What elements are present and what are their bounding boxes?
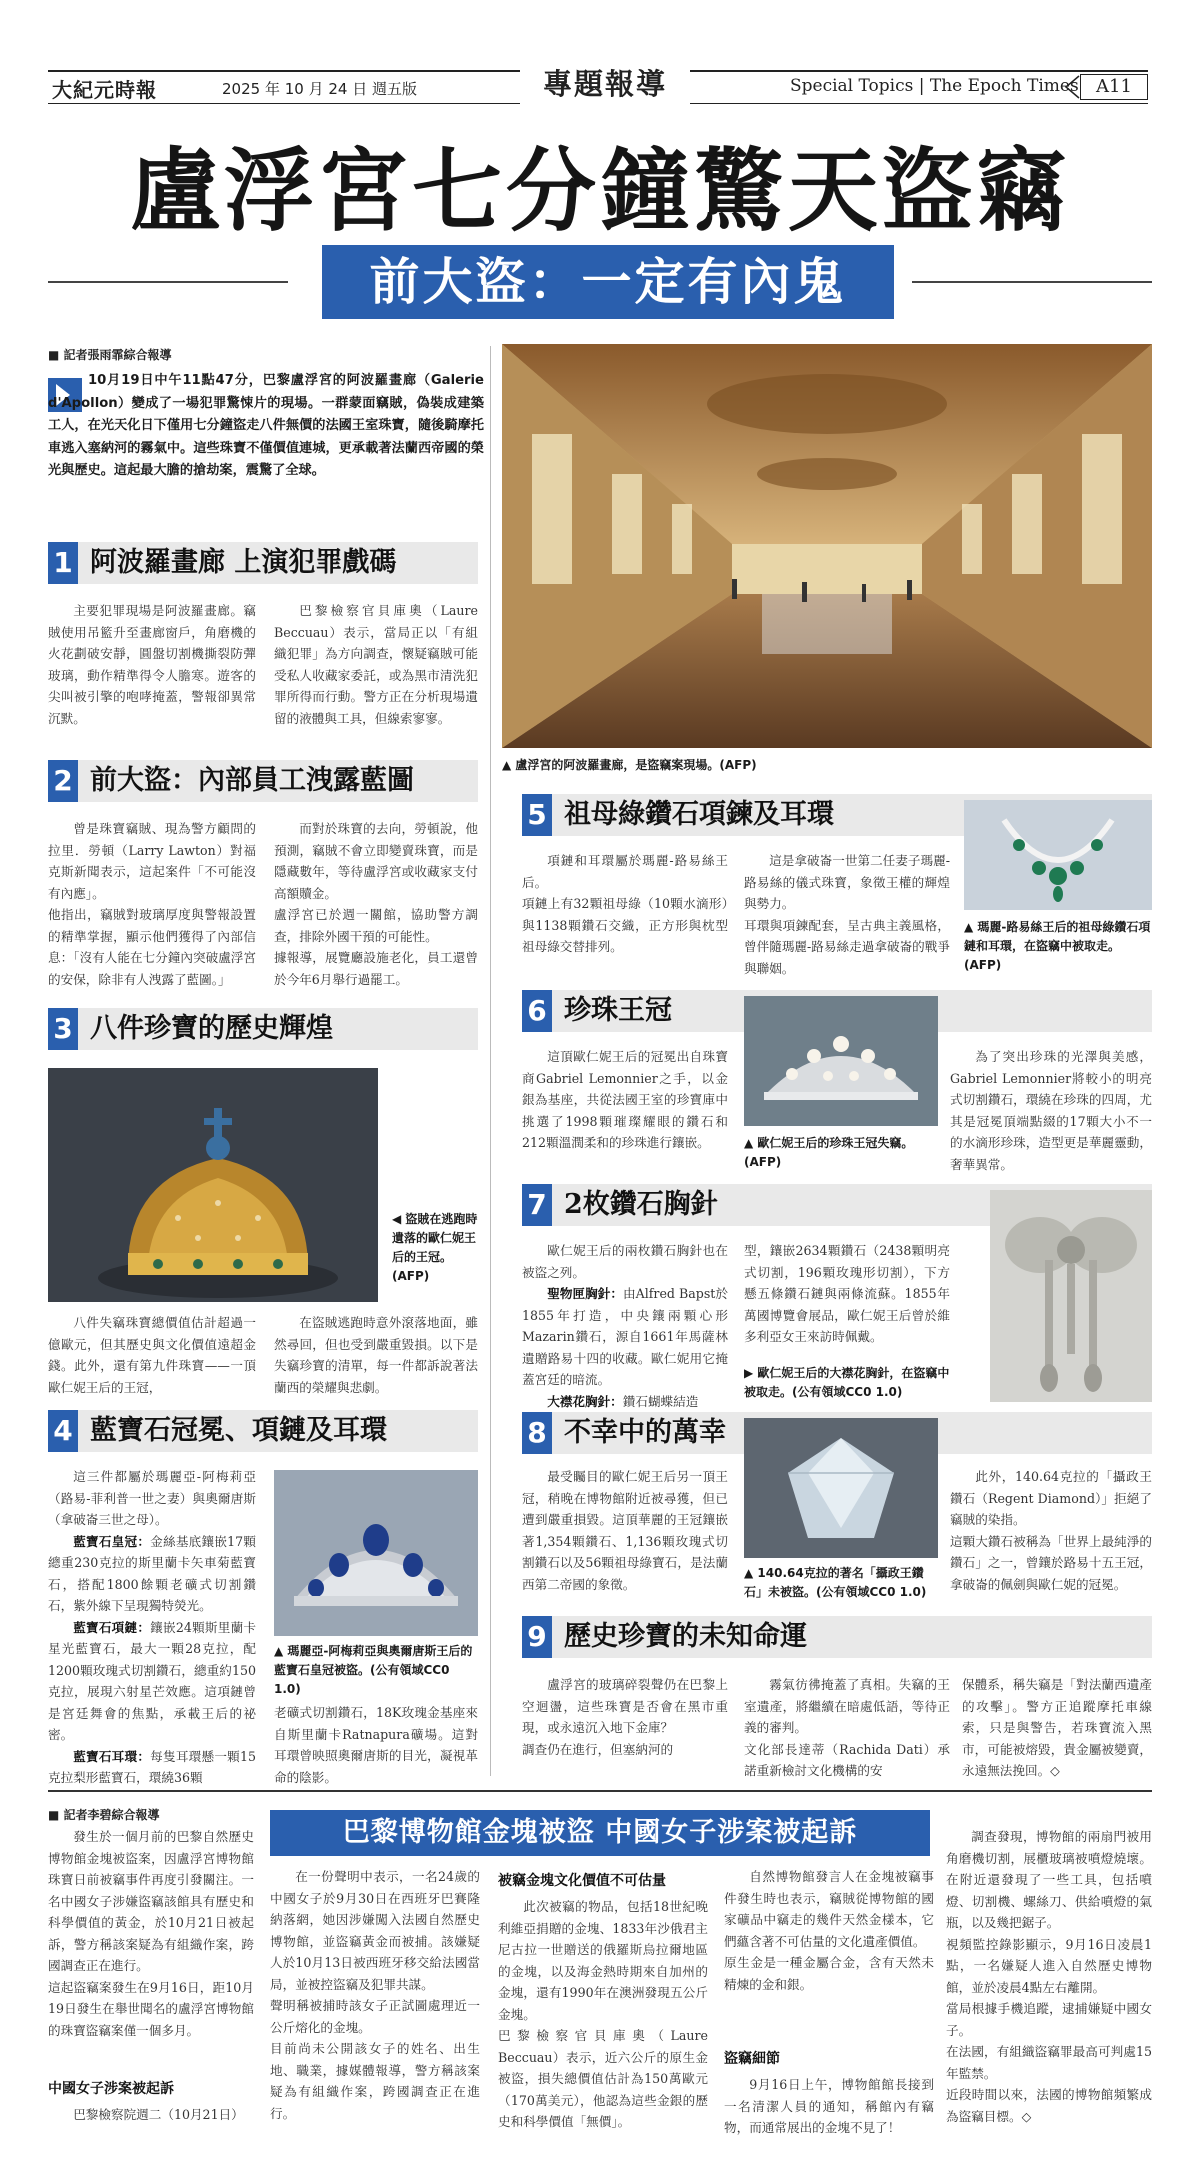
section-4-intro: 這三件都屬於瑪麗亞-阿梅莉亞（路易-菲利普一世之妻）與奧爾唐斯（拿破崙三世之母）。 [48,1469,256,1527]
section-title: 歷史珍寶的未知命運 [564,1621,807,1652]
section-2-header [48,760,478,802]
bottom-col5: 調查發現，博物館的兩扇門被用角磨機切割，展櫃玻璃被噴燈燒壞。在附近還發現了一些工具，包括噴燈、切割機、螺絲刀、供給噴燈的氣瓶，以及幾把鋸子。 視頻監控錄影顯示，9月16日凌晨1點，一名嫌疑人進入自然歷史博物館，並於凌晨4點左右離開。 當局根據手機追蹤，逮捕嫌疑中國女子。 在法國，有組織盜竊罪最高可判處15年監禁。 近段時間以來，法國的博物館頻繁成為盜竊目標。◇ [946,1829,1152,2124]
label: 藍寶石耳環： [73,1748,151,1764]
section-1-col1: 主要犯罪現場是阿波羅畫廊。竊賊使用吊籃升至畫廊窗戶，角磨機的火花劃破安靜，圓盤切割機撕裂防彈玻璃，動作精準得令人膽寒。遊客的尖叫被引擎的咆哮掩蓋，警報卻異常沉默。 [48,603,256,726]
section-number: 3 [48,1008,78,1050]
section-title: 八件珍寶的歷史輝煌 [90,1013,333,1044]
section-5-col2: 這是拿破崙一世第二任妻子瑪麗-路易絲的儀式珠寶，象徵王權的輝煌與勢力。 耳環與項鍊配套，呈古典主義風格，曾伴隨瑪麗-路易絲走過拿破崙的戰爭與聯姻。 [744,853,950,976]
bottom-col3: 此次被竊的物品，包括18世紀晚利維亞捐贈的金塊、1833年沙俄君主尼古拉一世贈送的俄羅斯烏拉爾地區的金塊，以及海金熱時期來自加州的金塊，還有1990年在澳洲發現五公斤金塊。 巴黎檢察官貝庫奧（Laure Beccuau）表示，近六公斤的原生金被盜，損失總價值估計為150萬歐元（170萬美元），他認為這些金銀的歷史和科學價值「無價」。 [498,1899,708,2129]
label: 藍寶石項鏈： [73,1619,151,1635]
label: 聖物匣胸針： [547,1286,624,1301]
section-english: Special Topics | The Epoch Times [790,76,1079,96]
section-6-col2: 為了突出珍珠的光澤與美感，Gabriel Lemonnier將較小的明亮式切割鑽石，環繞在珍珠的四周，尤其是冠冕頂端點綴的17顆大小不一的水滴形珍珠，造型更是華麗靈動，奢華異常。 [950,1049,1152,1172]
section-title: 祖母綠鑽石項鍊及耳環 [564,799,834,830]
section-7-col2: 型，鑲嵌2634顆鑽石（2438顆明亮式切割，196顆玫瑰形切割），下方懸五條鑽石鏈與兩條流蘇。1855年萬國博覽會展品，歐仁妮王后曾於維多利亞女王來訪時佩戴。 [744,1243,950,1344]
bottom-subhead: 中國女子涉案被起訴 [48,2081,174,2097]
byline: ■ 記者李碧綜合報導 [48,1808,160,1822]
section-3-col2: 在盜賊逃跑時意外滾落地面，雖然尋回，但也受到嚴重毀損。以下是失竊珍寶的清單，每一件都訴說著法蘭西的榮耀與悲劇。 [274,1315,478,1395]
section-number: 2 [48,760,78,802]
section-5-col1: 項鏈和耳環屬於瑪麗-路易絲王后。 項鏈上有32顆祖母綠（10顆水滴形）與1138顆鑽石交織，正方形與枕型祖母綠交替排列。 [522,853,728,954]
hero-photo-gallery [502,344,1152,748]
section-number: 4 [48,1410,78,1452]
section-number: 1 [48,542,78,584]
bottom-col1: 發生於一個月前的巴黎自然歷史博物館金塊被盜案，因盧浮宮博物館珠寶日前被竊事件再度引發關注。一名中國女子涉嫌盜竊該館具有歷史和科學價值的黃金，於10月21日被起訴，警方稱該案疑為有組織作案，跨國調查正在進行。 這起盜竊案發生在9月16日，距10月19日發生在舉世聞名的盧浮宮博物館的珠寶盜竊案僅一個多月。 [48,1829,254,2038]
crown-caption: ◀ 盜賊在逃跑時遺落的歐仁妮王后的王冠。(AFP) [392,1212,478,1283]
text: 由Alfred Bapst於1855年打造，中央鑲兩顆心形Mazarin鑽石，源自1661年馬薩林遺贈路易十四的收藏。歐仁妮用它掩蓋宮廷的暗流。 [522,1286,729,1387]
section-1-col2: 巴黎檢察官貝庫奧（Laure Beccuau）表示，當局正以「有組織犯罪」為方向調查，懷疑竊賊可能受私人收藏家委託，或為黑市清洗犯罪所得而行動。警方正在分析現場遺留的液體與工具，但線索寥寥。 [274,603,478,726]
sapphire-tiara-photo [274,1470,478,1636]
regent-caption: ▲ 140.64克拉的著名「攝政王鑽石」未被盜。(公有領域CC0 1.0) [744,1566,927,1599]
section-title: 藍寶石冠冕、項鏈及耳環 [90,1415,387,1446]
crown-photo [48,1068,378,1302]
bottom-col4-end: 9月16日上午，博物館館長接到一名清潔人員的通知，稱館內有竊物，而通常展出的金塊不見了！ [724,2077,934,2135]
section-number: 8 [522,1412,552,1454]
section-6-col1: 這頂歐仁妮王后的冠冕出自珠寶商Gabriel Lemonnier之手，以金銀為基座，共從法國王室的珍寶庫中挑選了1998顆璀璨耀眼的鑽石和212顆溫潤柔和的珍珠進行鑲嵌。 [522,1049,728,1150]
pearl-tiara-photo [744,996,938,1126]
section-1-header [48,542,478,584]
emerald-necklace-photo [964,800,1152,910]
section-number: 9 [522,1616,552,1658]
label: 大襟花胸針： [547,1393,623,1409]
section-number: 7 [522,1184,552,1226]
section-number: 5 [522,794,552,836]
brooch-caption: ▶ 歐仁妮王后的大襟花胸針，在盜竊中被取走。(公有領域CC0 1.0) [744,1366,950,1399]
text: 鑲嵌24顆斯里蘭卡星光藍寶石，最大一顆28克拉，配1200顆玫瑰式切割鑽石，總重約150克拉，展現六射星芒效應。這項鏈曾是宮廷舞會的焦點，承載王后的祕密。 [48,1619,257,1742]
section-number: 6 [522,990,552,1032]
section-4-col2: 老礦式切割鑽石，18K玫瑰金基座來自斯里蘭卡Ratnapura礦場。這對耳環曾映照奧爾唐斯的目光，凝視革命的陰影。 [274,1705,478,1785]
lead-paragraph: 10月19日中午11點47分，巴黎盧浮宮的阿波羅畫廊（Galerie d'Apollon）變成了一場犯罪驚悚片的現場。一群蒙面竊賊，偽裝成建築工人，在光天化日下僅用七分鐘盜走八件無價的法國王室珠寶，隨後騎摩托車逃入塞納河的霧氣中。這些珠寶不僅價值連城，更承載著法蘭西帝國的榮光與歷史。這起最大膽的搶劫案，震驚了全球。 [48,373,484,478]
main-headline: 盧浮宮七分鐘驚天盜竊 [130,138,1070,244]
brooch-photo [990,1190,1152,1402]
divider-line [912,281,1152,283]
section-7-col1 [522,1240,728,1412]
section-3-col1: 八件失竊珠寶總價值估計超過一億歐元，但其歷史與文化價值遠超金錢。此外，還有第九件珠寶——一頂歐仁妮王后的王冠， [48,1315,256,1395]
section-title: 阿波羅畫廊 上演犯罪戲碼 [90,547,397,578]
section-title: 2枚鑽石胸針 [564,1189,718,1220]
bottom-subhead: 被竊金塊文化價值不可估量 [498,1873,666,1889]
section-4-header [48,1410,478,1452]
section-title: 珍珠王冠 [564,995,672,1026]
section-title: 前大盜：內部員工洩露藍圖 [90,765,414,796]
divider-line [48,281,288,283]
section-3-header [48,1008,478,1050]
page-arrow-icon [1063,74,1081,100]
column-divider [490,346,491,1776]
label: 藍寶石皇冠： [73,1533,151,1549]
section-8-col1: 最受矚目的歐仁妮王后另一頂王冠，稍晚在博物館附近被尋獲，但已遭到嚴重損毀。這頂華麗的王冠鑲嵌著1,354顆鑽石、1,136顆玫瑰式切割鑽石以及56顆祖母綠寶石，是法蘭西第二帝國的象徵。 [522,1469,728,1592]
section-2-col1: 曾是珠寶竊賊、現為警方顧問的拉里．勞頓（Larry Lawton）對福克斯新聞表示，這起案件「不可能沒有內應」。 他指出，竊賊對玻璃厚度與警報設置的精準掌握，顯示他們獲得了內部信息：「沒有人能在七分鐘內突破盧浮宮的安保，除非有人洩露了藍圖。」 [48,821,256,987]
section-9-header [522,1616,1152,1658]
hero-caption: ▲ 盧浮宮的阿波羅畫廊，是盜竊案現場。(AFP) [502,758,757,772]
text: 每隻耳環懸一顆15克拉梨形藍寶石，環繞36顆 [48,1748,257,1785]
sub-headline: 前大盜：一定有內鬼 [322,245,894,319]
section-9-col2: 霧氣彷彿掩蓋了真相。失竊的王室遺產，將繼續在暗處低語，等待正義的審判。 文化部長達蒂（Rachida Dati）承諾重新檢討文化機構的安 [744,1677,950,1778]
section-7-intro: 歐仁妮王后的兩枚鑽石胸針也在被盜之列。 [522,1243,728,1280]
pearl-caption: ▲ 歐仁妮王后的珍珠王冠失竊。(AFP) [744,1136,914,1169]
bottom-col2: 在一份聲明中表示，一名24歲的中國女子於9月30日在西班牙巴賽隆納落網，她因涉嫌闖入法國自然歷史博物館，並盜竊黃金而被捕。該嫌疑人於10月13日被西班牙移交給法國當局，並被控盜竊及犯罪共謀。 聲明稱被捕時該女子正試圖處理近一公斤熔化的金塊。 目前尚未公開該女子的姓名、出生地、職業，據媒體報導，警方稱該案疑為有組織作案，跨國調查正在進行。 [270,1869,480,2121]
byline: ■ 記者張雨霏綜合報導 [48,348,172,362]
bottom-subhead: 盜竊細節 [724,2051,780,2067]
text: 金絲基底鑲嵌17顆總重230克拉的斯里蘭卡矢車菊藍寶石，搭配1800餘顆老礦式切割鑽石，紫外線下呈現獨特熒光。 [48,1533,257,1613]
story-divider [48,1790,1152,1792]
section-9-col1: 盧浮宮的玻璃碎裂聲仍在巴黎上空迴盪，這些珠寶是否會在黑市重現，或永遠沉入地下金庫？ 調查仍在進行，但塞納河的 [522,1677,728,1757]
emerald-caption: ▲ 瑪麗-路易絲王后的祖母綠鑽石項鏈和耳環，在盜竊中被取走。(AFP) [964,920,1151,972]
newspaper-logo: 大紀元時報 [52,78,157,102]
section-title: 專題報導 [520,62,690,106]
section-2-col2: 而對於珠寶的去向，勞頓說，他預測，竊賊不會立即變賣珠寶，而是隱藏數年，等待盧浮宮或收藏家支付高額贖金。 盧浮宮已於週一關館，協助警方調查，排除外國干預的可能性。 據報導，展覽廳設施老化，員工還曾於今年6月舉行過罷工。 [274,821,478,987]
section-9-col3: 保體系，稱失竊是「對法蘭西遺產的攻擊」。警方正追蹤摩托車線索，只是與警告，若珠寶流入黑市，可能被熔毀，貴金屬被變賣，永遠無法挽回。◇ [962,1677,1152,1778]
section-4-col1 [48,1466,256,1789]
regent-diamond-photo [744,1418,938,1558]
section-title: 不幸中的萬幸 [564,1417,726,1448]
bottom-col4: 自然博物館發言人在金塊被竊事件發生時也表示，竊賊從博物館的國家礦品中竊走的幾件天然金樣本，它們蘊含著不可估量的文化遺產價值。 原生金是一種金屬合金，含有天然未精煉的金和銀。 [724,1869,934,1992]
issue-date: 2025 年 10 月 24 日 週五版 [222,80,417,98]
text: 鑽石蝴蝶結造 [622,1393,699,1409]
bottom-col1-end: 巴黎檢察院週二（10月21日） [73,2107,244,2122]
bottom-headline: 巴黎博物館金塊被盜 中國女子涉案被起訴 [270,1810,930,1856]
page-number: A11 [1080,74,1148,100]
sapphire-caption: ▲ 瑪麗亞-阿梅莉亞與奧爾唐斯王后的藍寶石皇冠被盜。(公有領域CC0 1.0) [274,1644,473,1696]
section-8-col2: 此外，140.64克拉的「攝政王鑽石（Regent Diamond）」拒絕了竊賊的染指。 這顆大鑽石被稱為「世界上最純淨的鑽石」之一，曾鑲於路易十五王冠，拿破崙的佩劍與歐仁妮的冠冕。 [950,1469,1152,1592]
